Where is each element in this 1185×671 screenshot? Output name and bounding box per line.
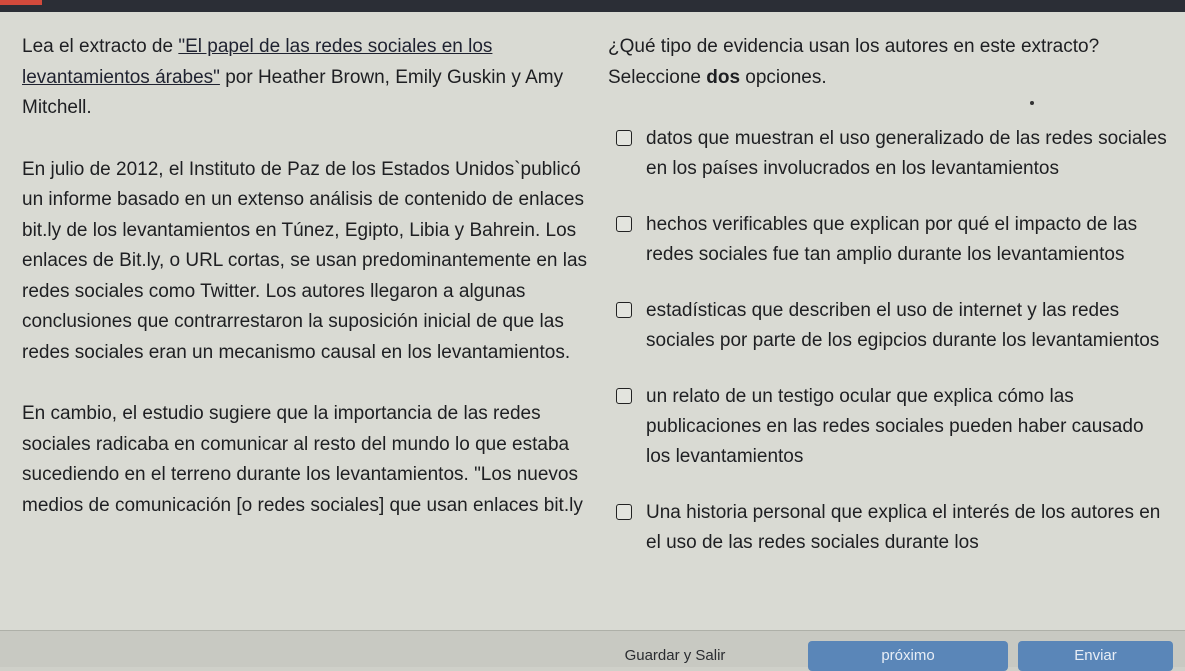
option-1-label: datos que muestran el uso generalizado de las redes sociales en los países involucrados en los levantamientos — [646, 128, 1167, 179]
option-2-label: hechos verificables que explican por qué el impacto de las redes sociales fue tan amplio durante los levantamientos — [646, 214, 1138, 265]
option-4-label: un relato de un testigo ocular que explica cómo las publicaciones en las redes sociales pueden haber causado los levantamientos — [646, 386, 1144, 467]
checkbox-1[interactable] — [616, 130, 632, 146]
reading-passage — [22, 32, 592, 521]
next-button[interactable]: próximo — [808, 641, 1008, 671]
option-4[interactable] — [612, 382, 1172, 472]
option-5[interactable] — [612, 498, 1172, 554]
checkbox-2[interactable] — [616, 216, 632, 232]
option-3[interactable] — [612, 296, 1172, 356]
question-prefix: ¿Qué tipo de evidencia usan los autores en este extracto? Seleccione — [608, 36, 1100, 88]
passage-paragraph-2: En cambio, el estudio sugiere que la importancia de las redes sociales radicaba en comunicar al resto del mundo lo que estaba sucediendo en el terreno durante los levantamientos. "Los nuevos medios de comunicación [o redes sociales] que usan enlaces bit.ly — [22, 403, 583, 516]
option-3-label: estadísticas que describen el uso de internet y las redes sociales por parte de los egipcios durante los levantamientos — [646, 300, 1160, 351]
article-title-link[interactable]: "El papel de las redes sociales en los levantamientos árabes" — [22, 36, 493, 88]
cursor-hand-icon — [1030, 101, 1034, 105]
intro-suffix: por Heather Brown, Emily Guskin y Amy Mitchell. — [22, 66, 564, 118]
question-emphasis: dos — [706, 66, 741, 88]
question-page — [0, 12, 1185, 630]
checkbox-3[interactable] — [616, 302, 632, 318]
top-bar-accent — [0, 0, 42, 5]
passage-intro — [22, 32, 592, 124]
question-prompt — [608, 32, 1168, 93]
submit-button[interactable]: Enviar — [1018, 641, 1173, 671]
checkbox-4[interactable] — [616, 388, 632, 404]
top-bar — [0, 0, 1185, 12]
intro-prefix: Lea el extracto de — [22, 36, 179, 57]
option-5-label: Una historia personal que explica el interés de los autores en el uso de las redes sociales durante los — [646, 502, 1161, 553]
checkbox-5[interactable] — [616, 504, 632, 520]
option-2[interactable] — [612, 210, 1172, 270]
passage-paragraph-1: En julio de 2012, el Instituto de Paz de los Estados Unidos`publicó un informe basado en un extenso análisis de contenido de enlaces bit.ly de los levantamientos en Túnez, Egipto, Libia y Bahrein. Los enlaces de Bit.ly, o URL cortas, se usan predominantemente en las redes sociales como Twitter. Los autores llegaron a algunas conclusiones que contrarrestaron la suposición inicial de que las redes sociales eran un mecanismo causal en los levantamientos. — [22, 158, 588, 363]
question-suffix: opciones. — [740, 66, 827, 88]
option-1[interactable] — [612, 124, 1172, 184]
footer-bar — [0, 630, 1185, 667]
save-exit-button[interactable]: Guardar y Salir — [624, 647, 726, 664]
answer-options — [612, 124, 1172, 580]
